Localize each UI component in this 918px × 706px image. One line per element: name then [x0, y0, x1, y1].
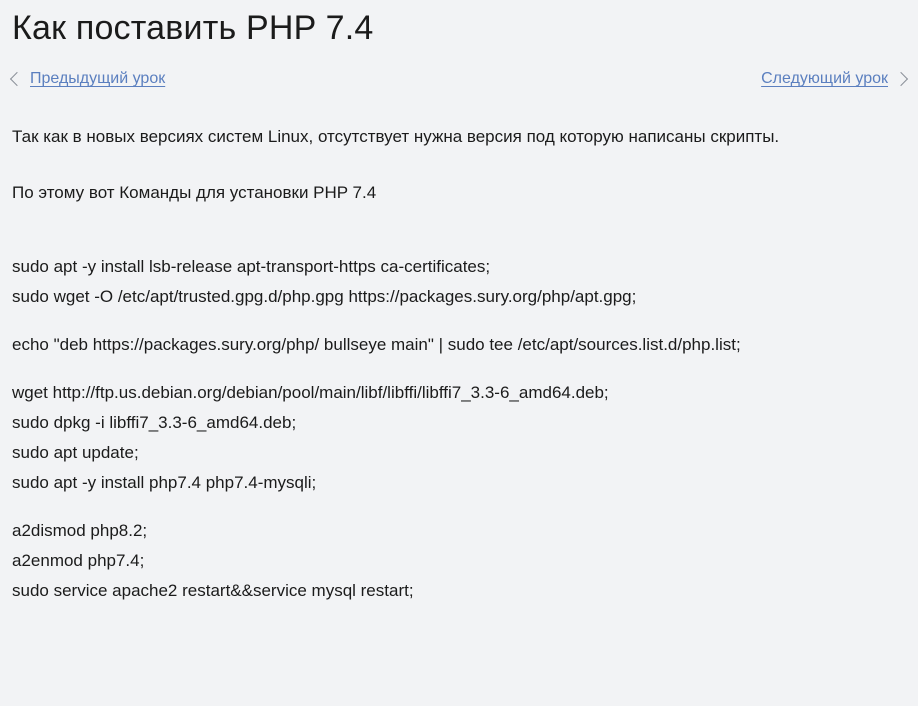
- command-line: echo "deb https://packages.sury.org/php/ bullseye main" | sudo tee /etc/apt/sources.list.d/php.list;: [12, 335, 741, 354]
- chevron-right-icon: [894, 72, 908, 86]
- command-list: [12, 252, 906, 606]
- command-group: [12, 252, 906, 312]
- command-group: [12, 330, 906, 360]
- command-line: sudo dpkg -i libffi7_3.3-6_amd64.deb;: [12, 413, 297, 432]
- command-line: sudo apt update;: [12, 443, 139, 462]
- chevron-left-icon: [10, 72, 24, 86]
- command-line: sudo service apache2 restart&&service mysql restart;: [12, 581, 414, 600]
- command-group: [12, 516, 906, 606]
- previous-lesson-label: Предыдущий урок: [30, 70, 166, 87]
- next-lesson-label: Следующий урок: [761, 70, 888, 87]
- paragraph: Так как в новых версиях систем Linux, отсутствует нужна версия под которую написаны скрипты.: [12, 127, 780, 146]
- previous-lesson-link[interactable]: [12, 70, 165, 88]
- paragraph: По этому вот Команды для установки PHP 7.4: [12, 183, 377, 202]
- page-title: Как поставить PHP 7.4: [12, 9, 374, 47]
- command-line: a2enmod php7.4;: [12, 551, 145, 570]
- command-line: wget http://ftp.us.debian.org/debian/pool/main/libf/libffi/libffi7_3.3-6_amd64.deb;: [12, 383, 609, 402]
- next-lesson-link[interactable]: [761, 70, 906, 88]
- lesson-navigation: [12, 66, 906, 92]
- article-body: [12, 122, 906, 208]
- command-line: a2dismod php8.2;: [12, 521, 148, 540]
- command-line: sudo wget -O /etc/apt/trusted.gpg.d/php.gpg https://packages.sury.org/php/apt.gpg;: [12, 287, 637, 306]
- command-group: [12, 378, 906, 498]
- command-line: sudo apt -y install lsb-release apt-transport-https ca-certificates;: [12, 257, 491, 276]
- command-line: sudo apt -y install php7.4 php7.4-mysqli;: [12, 473, 317, 492]
